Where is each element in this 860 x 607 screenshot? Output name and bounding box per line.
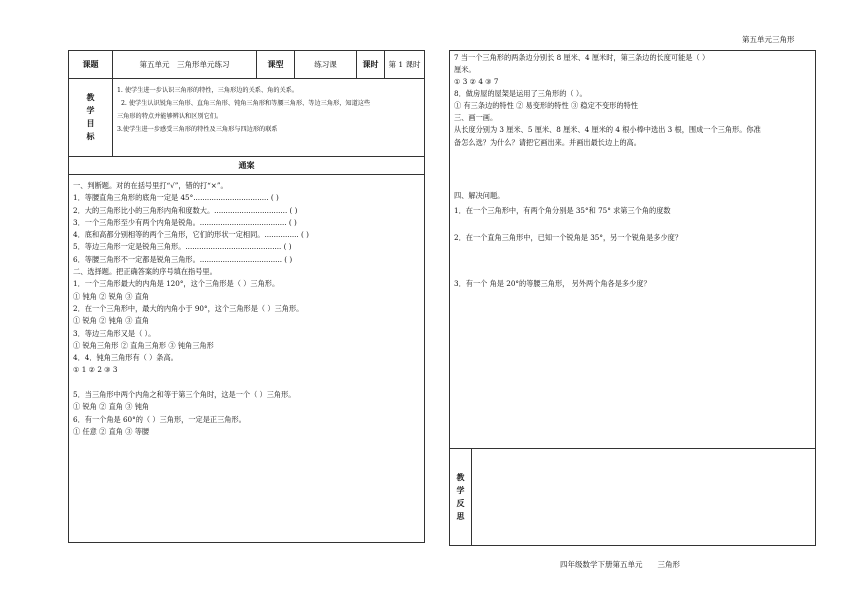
- goal-line: 3.使学生进一步感受三角形的特性及三角形与四边形的联系: [117, 126, 278, 133]
- exercise-line: 从长度分别为 3 厘米、5 厘米、8 厘米、4 厘米的 4 根小棒中选出 3 根，围成一个三角形。你准: [454, 125, 761, 134]
- exercise-line: 3．有一个 角是 20°的等腰三角形， 另外两个角各是多少度？: [454, 279, 651, 288]
- exercise-line: ① 锐角 ② 直角 ③ 钝角: [73, 402, 150, 412]
- exercise-line: ① 3 ② 4 ③ 7: [454, 77, 499, 86]
- exercise-line: 2．大的三角形比小的三角形内角和度数大。................................ ( ): [73, 205, 298, 215]
- exercise-line: 5．等边三角形一定是锐角三角形。.......................................... ( ): [73, 242, 292, 252]
- type-value: 练习课: [295, 51, 357, 78]
- exercise-line: [73, 377, 423, 389]
- exercise-line: 4．4．钝角三角形有（ ）条高。: [73, 353, 178, 363]
- exercise-line: [454, 149, 814, 162]
- goals-text: [117, 84, 421, 136]
- reflection-label-char: 教: [456, 472, 465, 482]
- exercise-line: 2．在一个直角三角形中，已知一个锐角是 35°，另一个锐角是多少度？: [454, 233, 683, 242]
- exercise-line: [454, 244, 814, 256]
- exercise-line: 三、画一画。: [454, 113, 498, 122]
- right-panel: [449, 50, 816, 546]
- exercise-line: 6．等腰三角形不一定都是锐角三角形。.................................... ( ): [73, 254, 293, 264]
- exercise-line: [454, 175, 814, 189]
- exercise-line: [454, 256, 814, 268]
- lesson-info-row: [69, 51, 424, 79]
- goal-line: 1. 使学生进一步认识三角形的特性，三角形边的关系、角的关系。: [117, 87, 299, 94]
- exercise-line: 6．有一个角是 60°的（ ）三角形，一定是正三角形。: [73, 414, 246, 424]
- type-label: 课型: [257, 51, 295, 78]
- goals-label-char: 学: [86, 105, 95, 115]
- goals-label: [69, 78, 113, 156]
- topic-value: 第五单元 三角形单元练习: [113, 51, 257, 78]
- goal-line: 三角形的特点并能够辨认和区别它们。: [117, 113, 223, 120]
- section-title: 通案: [69, 156, 424, 175]
- exercise-line: 1．在一个三角形中，有两个角分别是 35°和 75° 求第三个角的度数: [454, 206, 671, 215]
- exercise-line: 7 当一个三角形的两条边分别长 8 厘米、4 厘米时，第三条边的长度可能是（ ）: [454, 53, 710, 62]
- reflection-area: [472, 448, 815, 545]
- exercise-line: 备怎么选？为什么？请把它画出来。并画出最长边上的高。: [454, 138, 641, 147]
- topic-label: 课题: [69, 51, 113, 78]
- reflection-label-char: 思: [456, 511, 465, 521]
- reflection-label-char: 学: [456, 485, 465, 495]
- exercise-line: 二、选择题。把正确答案的序号填在指号里。: [73, 267, 217, 277]
- exercise-line: 3．一个三角形至少有两个内角是锐角。...................................... ( ): [73, 217, 297, 227]
- goals-label-char: 目: [86, 118, 95, 128]
- exercise-line: 3．等边三角形又是（ ）。: [73, 328, 156, 338]
- page-footer: 四年级数学下册第五单元 三角形: [560, 560, 680, 569]
- left-panel: [68, 50, 425, 543]
- exercise-line: 4．底和高都分别相等的两个三角形，它们的形状一定相同。............... ( ): [73, 230, 309, 240]
- exercise-list-left: [73, 180, 423, 438]
- exercise-line: ① 有三条边的特性 ② 易变形的特性 ③ 稳定不变形的特性: [454, 101, 638, 110]
- exercise-line: 5．当三角形中两个内角之和等于第三个角时，这是一个（ ）三角形。: [73, 390, 296, 400]
- exercise-line: 1．等腰直角三角形的底角一定是 45°................................. ( ): [73, 193, 279, 203]
- exercise-list-right: [454, 51, 814, 290]
- goals-label-char: 标: [86, 131, 95, 141]
- reflection-label-char: 反: [456, 498, 465, 508]
- goals-label-char: 教: [86, 92, 95, 102]
- exercise-line: 厘米。: [454, 65, 476, 74]
- exercise-line: 2．在一个三角形中，最大的内角小于 90°，这个三角形是（ ）三角形。: [73, 303, 304, 313]
- exercise-line: 一、判断题。对的在括号里打“√”，错的打“×”。: [73, 181, 228, 190]
- exercise-line: ① 1 ② 2 ③ 3: [73, 365, 118, 375]
- exercise-line: ① 锐角 ② 钝角 ③ 直角: [73, 316, 150, 326]
- time-label: 课时: [357, 51, 385, 78]
- exercise-line: [454, 219, 814, 231]
- exercise-line: ① 锐角三角形 ② 直角三角形 ③ 钝角三角形: [73, 340, 214, 350]
- exercise-line: ① 任意 ② 直角 ③ 等腰: [73, 426, 150, 436]
- page-header: 第五单元三角形: [742, 35, 795, 44]
- time-value: 第 1 课时: [388, 60, 421, 69]
- reflection-label: [450, 448, 472, 545]
- goals-row: [69, 78, 424, 157]
- exercise-line: ① 钝角 ② 锐角 ③ 直角: [73, 291, 150, 301]
- exercise-line: 8．做房屋的屋架是运用了三角形的（ ）。: [454, 89, 587, 98]
- exercise-line: [454, 268, 814, 277]
- exercise-line: 1．一个三角形最大的内角是 120°，这个三角形是（ ）三角形。: [73, 279, 280, 289]
- exercise-line: [454, 162, 814, 175]
- exercise-line: 四、解决问题。: [454, 191, 505, 200]
- goal-line: 2. 使学生认识锐角三角形、直角三角形、钝角三角形和等腰三角形、等边三角形，知道这些: [121, 100, 371, 107]
